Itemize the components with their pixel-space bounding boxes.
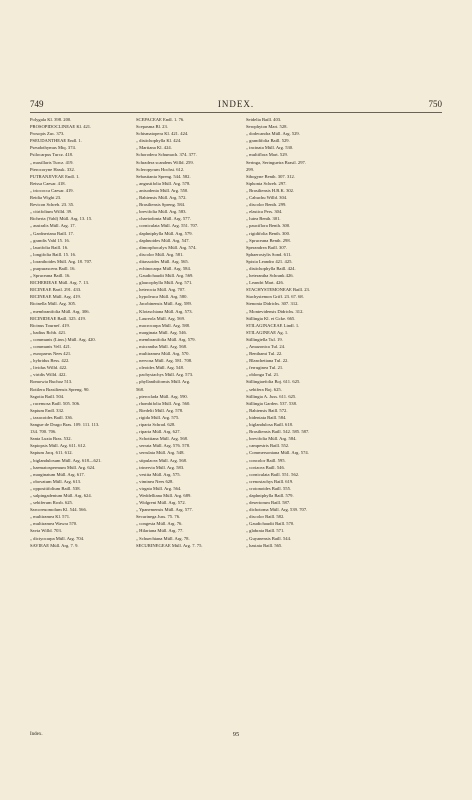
index-entry: „ riparia Müll. Arg. 627. bbox=[136, 429, 181, 435]
index-entry: „ communis (Linn.) Müll. Arg. 420. bbox=[30, 336, 96, 342]
index-entry: Stillingiella Tul. 19. bbox=[246, 336, 283, 342]
index-entry: „ serrata Müll. Arg. 576. 578. bbox=[136, 443, 191, 449]
index-entry: Schismatopera Kl. 421. 424. bbox=[136, 131, 189, 137]
index-entry: „ discolor Baill. 582. bbox=[246, 514, 285, 520]
index-entry: „ riparia Schrad. 628. bbox=[136, 422, 176, 428]
index-entry: „ trinervia Müll. Arg. 583. bbox=[136, 464, 185, 470]
index-entry: 299. bbox=[246, 166, 255, 172]
index-entry: „ multiramea Wawra 570. bbox=[30, 521, 78, 527]
index-entry: RICINEAE Bartl. 291. 433. bbox=[30, 287, 82, 293]
index-entry: „ heterocia Müll. Arg. 707. bbox=[136, 287, 186, 293]
index-entry: Polygala Kl. 398. 200. bbox=[30, 117, 72, 122]
index-entry: „ communis Vell. 421. bbox=[30, 344, 72, 349]
index-entry: Sapiopsis Müll. Arg. 611. 612. bbox=[30, 443, 87, 449]
index-entry: „ distichophylla Baill. 424. bbox=[246, 265, 296, 271]
index-entry: Prosopis Zuc. 373. bbox=[30, 131, 65, 137]
index-entry: Serophyton Mart. 528. bbox=[246, 124, 288, 130]
index-entry: Spixia Leandro 421. 425. bbox=[246, 258, 293, 264]
index-entry: RICINIDEAE Baill. 325. 419. bbox=[30, 315, 86, 321]
index-entry: Sebastiania Spreng. 544. 582. bbox=[136, 173, 191, 179]
index-entry: „ macrocarpa Müll. Arg. 588. bbox=[136, 322, 191, 328]
index-entry: Sapium Endl. 332. bbox=[30, 407, 65, 413]
index-entry: „ salpingadenium Müll. Arg. 624. bbox=[30, 492, 92, 498]
index-entry: Reissa Caesar. 418. bbox=[30, 180, 66, 186]
index-entry: SAVIEAE Müll. Arg. 7. 9. bbox=[30, 542, 79, 548]
index-entry: „ glaucophylla Müll. Arg. 571. bbox=[136, 280, 193, 286]
header-rule bbox=[30, 112, 442, 113]
index-entry: „ obovatum Müll. Arg. 613. bbox=[30, 478, 82, 484]
index-entry: „ membranifolia Müll. Arg. 579. bbox=[136, 336, 196, 342]
index-entry: SECURINEGEAE Müll. Arg. 7. 75. bbox=[136, 542, 203, 548]
index-entry: „ loranthoides Müll. Arg. 18. 707. bbox=[30, 258, 93, 264]
index-entry: „ Bahiensis Müll. Arg. 572. bbox=[136, 195, 187, 201]
index-entry: „ ferruginea Tul. 21. bbox=[246, 365, 284, 371]
index-entry: „ phyllanthiformis Müll. Arg. bbox=[136, 379, 191, 385]
index-entry: „ purpurascens Baill. 16. bbox=[30, 265, 76, 271]
index-entry: „ oppositifolium Baill. 538. bbox=[30, 485, 81, 491]
index-entry: „ desertorum Baill. 587. bbox=[246, 500, 291, 506]
index-entry: „ serrulata Müll. Arg. 548. bbox=[136, 450, 185, 456]
index-entry: „ distichophylla Kl. 424. bbox=[136, 138, 182, 144]
index-entry: 568. bbox=[136, 386, 145, 392]
index-entry: „ longifolia Baill. 15. 16. bbox=[30, 251, 77, 257]
index-entry: „ nervosa Müll. Arg. 581. 708. bbox=[136, 358, 193, 364]
index-entry: Siphonia Schreb. 297. bbox=[246, 180, 287, 186]
index-entry: „ viridis Willd. 422. bbox=[30, 372, 67, 378]
index-entry: „ biglandulosum Müll. Arg. 618—621. bbox=[30, 457, 102, 463]
index-entry: „ grandis Vahl 15. 16. bbox=[30, 237, 70, 243]
index-entry: „ lutea Benth. 301. bbox=[246, 216, 281, 222]
index-entry: „ racemosa Baill. 505. 506. bbox=[30, 400, 81, 406]
index-entry: „ rigidifolia Benth. 300. bbox=[246, 230, 291, 236]
index-entry: „ multiflora Mart. 529. bbox=[246, 152, 288, 158]
index-entry: „ daphnoides Müll. Arg. 547. bbox=[136, 237, 190, 243]
index-entry: „ grandifolia Baill. 529. bbox=[246, 138, 290, 144]
index-entry: PUTRANJIVEAE Endl. 1. bbox=[30, 173, 80, 179]
page-number-left: 749 bbox=[30, 99, 44, 109]
index-entry: „ Schuechiana Müll. Arg. 78. bbox=[136, 535, 190, 541]
index-entry: „ multiramea Müll. Arg. 570. bbox=[136, 351, 190, 357]
index-entry: „ Weddelliana Müll. Arg. 689. bbox=[136, 492, 192, 498]
index-entry: „ Schottiana Müll. Arg. 568. bbox=[136, 436, 189, 442]
index-entry: Schradera scandens Willd. 259. bbox=[136, 159, 194, 165]
index-entry: „ Gaudichaudii Müll. Arg. 569. bbox=[136, 273, 194, 279]
index-entry: „ Spruceana Baill. 16. bbox=[30, 273, 71, 279]
index-entry: „ australis Müll. Arg. 17. bbox=[30, 223, 76, 229]
index-entry: Securinega Juss. 75. 76. bbox=[136, 514, 181, 520]
index-entry: „ daphniphylla Müll. Arg. 579. bbox=[136, 230, 193, 236]
index-entry: „ Benthami Tul. 22. bbox=[246, 351, 283, 357]
index-entry: „ Gardneriana Baill. 17. bbox=[30, 230, 75, 236]
index-entry: „ rhombifolia Müll. Arg. 560. bbox=[136, 400, 191, 406]
index-entry: „ sebiferum Roxb. 625. bbox=[30, 500, 73, 506]
index-entry: Revicon Schreb. 23. 35. bbox=[30, 202, 75, 208]
index-entry: „ pteroclada Müll. Arg. 590. bbox=[136, 393, 188, 399]
index-entry: „ Commersoniana Müll. Arg. 574. bbox=[246, 450, 309, 456]
index-entry: „ dictyocarpa Müll. Arg. 704. bbox=[30, 535, 85, 541]
index-entry: „ Guyanensis Baill. 544. bbox=[246, 535, 292, 541]
index-entry: „ corniculata Müll. Arg. 551. 707. bbox=[136, 223, 199, 229]
index-entry: „ marginata Müll. Arg. 546. bbox=[136, 329, 187, 335]
footer-page-number: 95 bbox=[232, 731, 240, 738]
index-entry: „ Riedelii Müll. Arg. 578. bbox=[136, 407, 184, 413]
index-entry: Stillingiaefolia Boj. 611. 625. bbox=[246, 379, 301, 385]
index-entry: „ angustifolia Müll. Arg. 578. bbox=[136, 180, 191, 186]
index-entry: „ discolor Müll. Arg. 581. bbox=[136, 251, 184, 257]
index-entry: „ haematospermum Müll. Arg. 624. bbox=[30, 464, 96, 470]
index-entry: „ sebifera Boj. 625. bbox=[246, 386, 282, 392]
index-entry: Stillingia Kl. et Gcke. 665. bbox=[246, 315, 296, 321]
index-entry: Sagotia Baill. 504. bbox=[30, 393, 65, 399]
index-entry: „ Leandri Mart. 426. bbox=[246, 280, 284, 286]
index-entry: Psilocarpus Turcz. 418. bbox=[30, 152, 74, 158]
index-entry: „ anisodenia Müll. Arg. 550. bbox=[136, 187, 189, 193]
index-entry: „ hypoleuca Müll. Arg. 580. bbox=[136, 294, 188, 300]
index-entry: „ Martiana Kl. 424. bbox=[136, 145, 172, 151]
index-entry: „ lividus Willd. 422. bbox=[30, 365, 68, 371]
index-entry: „ taxacoides Baill. 336. bbox=[30, 414, 73, 420]
index-entry: Savia Willd. 703. bbox=[30, 528, 62, 534]
index-entry: „ Brasiliensis Baill. 542. 585. 587. bbox=[246, 429, 310, 435]
index-entry: „ europaeus Nees 421. bbox=[30, 351, 72, 357]
index-entry: Scepasma Bl. 23. bbox=[136, 124, 168, 130]
index-entry: Reidia Wight 23. bbox=[30, 195, 62, 201]
index-entry: STILAGINACEAE Lindl. 1. bbox=[246, 322, 300, 328]
index-entry: „ crenostachys Baill. 619. bbox=[246, 478, 294, 484]
index-entry: Stachystemon Griff. 23. 67. 68. bbox=[246, 294, 304, 300]
index-entry: „ Hilariana Müll. Arg. 77. bbox=[136, 528, 184, 534]
index-entry: RICINEAE Müll. Arg. 419. bbox=[30, 294, 81, 300]
index-entry: „ hastata Baill. 565. bbox=[246, 542, 283, 548]
index-entry: „ elastica Pers. 304. bbox=[246, 209, 283, 215]
index-entry: 134. 700. 706. bbox=[30, 429, 57, 435]
index-entry: „ triococca Caesar. 419. bbox=[30, 187, 74, 193]
index-entry: „ marginatum Müll. Arg. 617. bbox=[30, 471, 85, 477]
index-entry: „ laurifolia Baill. 16. bbox=[30, 244, 69, 250]
index-entry: „ viminea Nees 628. bbox=[136, 478, 174, 484]
index-entry: „ campestris Baill. 552. bbox=[246, 443, 290, 449]
index-entry: „ Widgreni Müll. Arg. 572. bbox=[136, 500, 186, 506]
index-entry: „ chaetodonta Müll. Arg. 577. bbox=[136, 216, 191, 222]
index-entry: „ Amazonica Tul. 24. bbox=[246, 344, 286, 349]
page-title: INDEX. bbox=[217, 99, 255, 109]
index-entry: Sapium Jacq. 611. 612. bbox=[30, 450, 73, 456]
index-entry: SCEPACEAE Endl. 1. 76. bbox=[136, 117, 185, 122]
index-entry: „ pachystachys Müll. Arg. 573. bbox=[136, 372, 194, 378]
index-entry: RICHERIEAE Müll. Arg. 7. 13. bbox=[30, 280, 90, 286]
index-entry: „ badius Rchb. 421. bbox=[30, 329, 67, 335]
index-entry: „ citrifolium Willd. 39. bbox=[30, 209, 73, 215]
index-entry: Sphaerostylis Sond. 611. bbox=[246, 251, 292, 257]
index-entry: „ Brasiliensis Spreng. 584. bbox=[136, 202, 186, 208]
index-entry: „ oleoides Müll. Arg. 548. bbox=[136, 365, 185, 371]
index-entry: „ maxillaris Turcz. 419. bbox=[30, 159, 74, 165]
index-entry: PROSOPIDOCLINEAE Kl. 421. bbox=[30, 124, 92, 130]
index-entry: „ virgata Müll. Arg. 564. bbox=[136, 485, 182, 491]
index-entry: Schorodera Schumach. 374. 377. bbox=[136, 152, 197, 158]
index-entry: „ Klotzschiana Müll. Arg. 573. bbox=[136, 308, 193, 314]
footer-label: Index. bbox=[30, 732, 43, 737]
index-entry: Stillingia A. Juss. 611. 625. bbox=[246, 393, 297, 399]
index-entry: „ Montevidensis Didrichs. 312. bbox=[246, 308, 304, 314]
index-entry: „ discolor Benth. 299. bbox=[246, 202, 287, 208]
index-column-3 bbox=[246, 116, 352, 549]
index-entry: „ Spruceana Benth. 298. bbox=[246, 237, 291, 243]
index-entry: Sangue de Drago Bras. 109. 111. 113. bbox=[30, 422, 100, 428]
index-entry: Seringa, Seringueira Brasil. 297. bbox=[246, 159, 306, 165]
index-entry: Santa Luzia Bras. 532. bbox=[30, 436, 72, 442]
index-entry: „ vestita Müll. Arg. 575. bbox=[136, 471, 181, 477]
index-entry: „ heterantha Schrank 426. bbox=[246, 273, 294, 279]
index-entry: „ micrantha Müll. Arg. 568. bbox=[136, 344, 188, 349]
index-column-1 bbox=[30, 116, 136, 549]
index-entry: „ corniculata Baill. 551. 562. bbox=[246, 471, 300, 477]
index-entry: „ brevifolia Müll. Arg. 584. bbox=[246, 436, 297, 442]
index-entry: „ bidentata Baill. 584. bbox=[246, 414, 287, 420]
index-entry: „ crotonoides Baill. 555. bbox=[246, 485, 292, 491]
index-entry: „ multiramea Kl. 571. bbox=[30, 514, 71, 520]
index-entry: Richeria (Vahl) Müll. Arg. 13. 15. bbox=[30, 216, 93, 222]
index-entry: Seidelia Baill. 403. bbox=[246, 117, 282, 122]
index-entry: Sperandrea Baill. 307. bbox=[246, 244, 288, 250]
index-entry: „ Bahiensis Baill. 572. bbox=[246, 407, 288, 413]
index-entry: „ Cahuchu Willd. 304. bbox=[246, 195, 288, 201]
index-entry: STACHYSTEMONEAE Baill. 23. bbox=[246, 287, 310, 293]
index-entry: „ oblonga Tul. 21. bbox=[246, 372, 280, 378]
index-entry: „ dichotoma Müll. Arg. 539. 707. bbox=[246, 507, 308, 513]
index-entry: „ incinata Müll. Arg. 530. bbox=[246, 145, 294, 151]
index-entry: Romowia Buchoz 513. bbox=[30, 379, 73, 385]
index-entry: „ congesta Müll. Arg. 76. bbox=[136, 521, 183, 527]
index-entry: Sarcoreuomolum Kl. 544. 566. bbox=[30, 507, 87, 513]
index-entry: Rottlera Brasiliensis Spreng. 90. bbox=[30, 386, 90, 392]
index-entry: „ dimorphocalyx Müll. Arg. 574. bbox=[136, 244, 197, 250]
index-entry: „ coriacea Baill. 546. bbox=[246, 464, 285, 470]
index-entry: „ Brasiliensis H.B.K. 302. bbox=[246, 187, 295, 193]
index-entry: „ concolor Baill. 595. bbox=[246, 457, 286, 463]
index-entry: „ hybridus Bess. 422. bbox=[30, 358, 70, 364]
index-entry: „ brevifolia Müll. Arg. 583. bbox=[136, 209, 187, 215]
index-entry: Stillingia Garden. 537. 538. bbox=[246, 400, 298, 406]
index-entry: „ biglandulosa Baill. 618. bbox=[246, 422, 294, 428]
index-entry: Pseudothymus Miq. 374. bbox=[30, 145, 76, 151]
index-entry: „ membranifolia Müll. Arg. 306. bbox=[30, 308, 90, 314]
index-entry: „ Ypanemensis Müll. Arg. 577. bbox=[136, 507, 193, 513]
index-entry: Ricinus Tournef. 419. bbox=[30, 322, 70, 328]
index-entry: „ echinocarpa Müll. Arg. 584. bbox=[136, 265, 191, 271]
index-entry: Sibogyne Benth. 307. 312. bbox=[246, 173, 295, 179]
index-entry: Stenonia Didrichs. 307. 312. bbox=[246, 301, 299, 307]
index-entry: „ rigida Müll. Arg. 575. bbox=[136, 414, 180, 420]
index-entry: Scleropyrum Hochst. 612. bbox=[136, 166, 185, 172]
index-entry: „ Jacobinensis Müll. Arg. 589. bbox=[136, 301, 192, 307]
index-column-2 bbox=[136, 116, 242, 549]
index-entry: „ daphniphylla Baill. 579. bbox=[246, 492, 294, 498]
index-entry: Ricinella Müll. Arg. 305. bbox=[30, 301, 77, 307]
index-entry: „ Blanchetiana Tul. 22. bbox=[246, 358, 289, 364]
index-entry: PSEUDANTHEAE Endl. 1. bbox=[30, 138, 82, 144]
index-entry: „ Laureola Müll. Arg. 569. bbox=[136, 315, 186, 321]
index-entry: „ pauciflora Benth. 300. bbox=[246, 223, 291, 229]
index-entry: STILAGINEAE Ag. 1. bbox=[246, 329, 289, 335]
index-entry: Pterocoryne Hassk. 332. bbox=[30, 166, 75, 172]
index-entry: „ ditassoides Müll. Arg. 565. bbox=[136, 258, 189, 264]
index-entry: „ glabrata Baill. 571. bbox=[246, 528, 285, 534]
index-entry: „ Gaudichaudii Baill. 570. bbox=[246, 521, 295, 527]
page-footer bbox=[30, 732, 442, 742]
index-entry: „ stipulacea Müll. Arg. 568. bbox=[136, 457, 188, 463]
index-entry: „ dodecandra Müll. Arg. 529. bbox=[246, 131, 300, 137]
page-header bbox=[30, 99, 442, 111]
page-number-right: 750 bbox=[428, 99, 442, 109]
